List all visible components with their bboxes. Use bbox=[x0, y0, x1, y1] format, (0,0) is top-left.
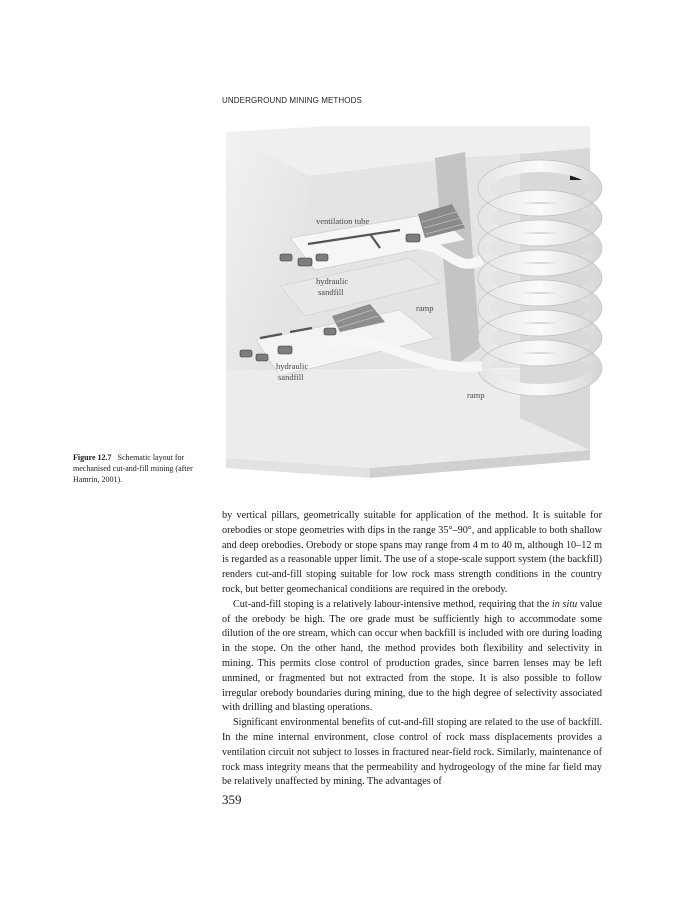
paragraph-3: Significant environmental benefits of cut-and-fill stoping are related to the use of backfill. In the mine internal environment, close control of rock mass displacements provides a ventilation circuit not subject to losses in fractured near-field rock. Similarly, maintenance of rock mass integrity means that the permeability and hydrogeology of the mine far field may be relatively unaffected by mining. The advantages of bbox=[222, 717, 602, 788]
label-hydraulic-sandfill-lower-2: sandfill bbox=[278, 372, 304, 382]
page-number: 359 bbox=[222, 792, 242, 807]
running-head: UNDERGROUND MINING METHODS bbox=[222, 96, 362, 105]
figure-caption-text: Schematic layout for mechanised cut-and-fill mining (after Hamrin, 2001). bbox=[73, 453, 193, 484]
body-text bbox=[222, 509, 602, 790]
figure-illustration bbox=[220, 118, 610, 488]
label-hydraulic-sandfill-upper-1: hydraulic bbox=[316, 276, 349, 286]
figure-caption bbox=[73, 452, 213, 485]
label-ventilation-tube: ventilation tube bbox=[316, 216, 370, 226]
figure-number: Figure 12.7 bbox=[73, 453, 112, 462]
in-situ-italic: in situ bbox=[551, 598, 578, 610]
label-hydraulic-sandfill-lower-1: hydraulic bbox=[276, 361, 309, 371]
label-ramp-upper: ramp bbox=[416, 303, 434, 313]
label-hydraulic-sandfill-upper-2: sandfill bbox=[318, 287, 344, 297]
label-ramp-lower: ramp bbox=[467, 390, 485, 400]
paragraph-2: Cut-and-fill stoping is a relatively labour-intensive method, requiring that the in situ value of the orebody be high. The ore grade must be sufficiently high to accommodate some dilution of the ore stream, which can occur when backfill is included with ore during loading in the stope. On the other hand, the method provides both flexibility and selectivity in mining. This permits close control of production grades, since barren lenses may be left unmined, or fragmented but not extracted from the stope. It is also possible to follow irregular orebody boundaries during mining, due to the high degree of selectivity associated with drilling and blasting operations. bbox=[222, 598, 603, 714]
paragraph-1: by vertical pillars, geometrically suitable for application of the method. It is suitable for orebodies or stope geometries with dips in the range 35°–90°, and applicable to both shallow and deep orebodies. Orebody or stope spans may range from 4 m to 40 m, although 10–12 m is regarded as a reasonable upper limit. The use of a stope-scale support system (the backfill) renders cut-and-fill stoping suitable for low rock mass strength conditions in the country rock, but better geomechanical conditions are required in the orebody. bbox=[222, 510, 602, 595]
